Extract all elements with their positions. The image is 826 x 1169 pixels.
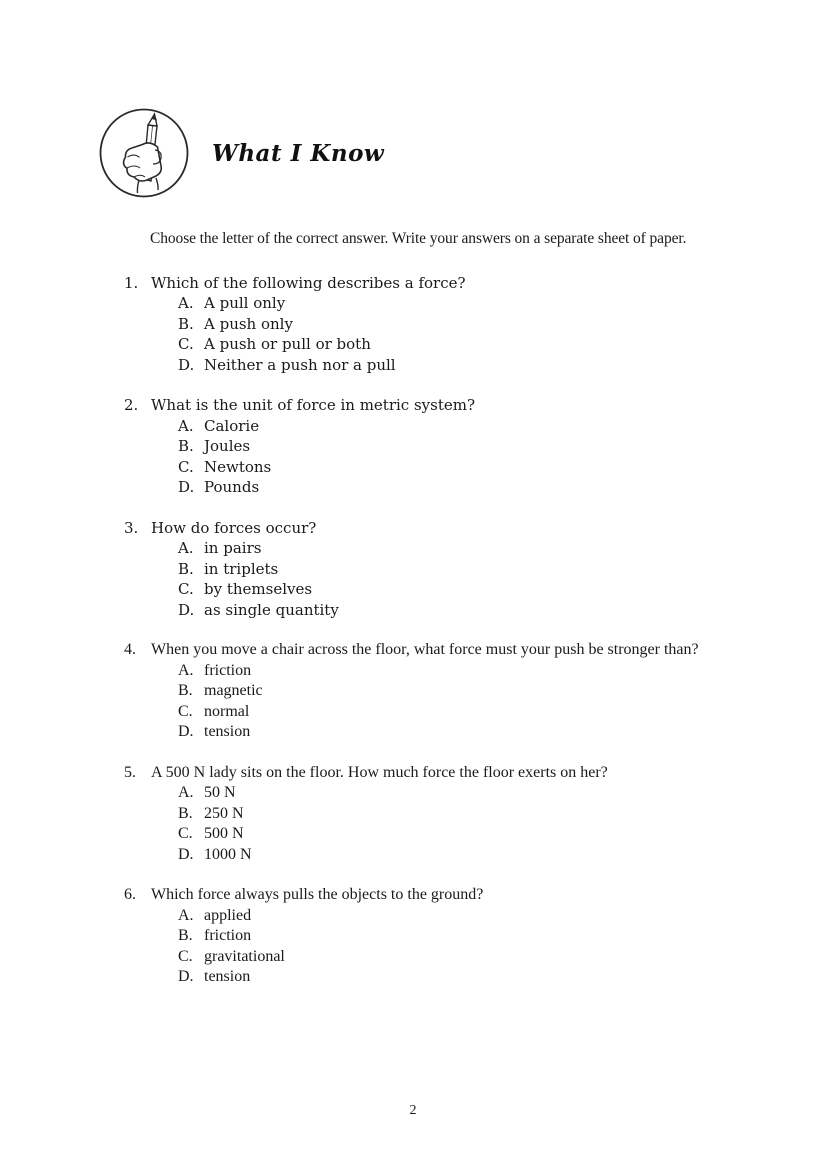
option-text: tension [204,723,251,740]
option-row [178,845,728,866]
question-options [124,293,728,375]
option-letter: C. [178,947,193,965]
question-item [124,763,728,866]
option-row [178,783,728,804]
option-row [178,579,728,600]
option-row [178,355,728,376]
question-item [124,395,728,498]
question-options [124,783,728,865]
question-number: 6. [124,886,136,903]
page-title: What I Know [212,139,385,167]
option-letter: D. [178,723,194,740]
option-letter: B. [178,682,193,699]
option-letter: B. [178,437,194,455]
question-options [124,906,728,988]
question-number: 3. [124,518,139,537]
question-text: When you move a chair across the floor, what force must your push be stronger than? [151,641,699,658]
option-letter: C. [178,335,194,353]
question-line [124,518,728,539]
question-line [124,885,728,906]
option-text: Calorie [204,416,260,435]
option-letter: D. [178,600,195,619]
question-item [124,518,728,621]
option-row [178,804,728,825]
page-number: 2 [409,1103,417,1118]
option-text: in triplets [204,559,279,578]
option-row [178,681,728,702]
option-row [178,906,728,927]
option-text: 250 N [204,804,244,822]
option-row [178,559,728,580]
question-text: How do forces occur? [151,518,317,537]
question-line [124,640,728,661]
question-options [124,538,728,620]
option-row [178,436,728,457]
option-letter: A. [178,661,194,679]
option-letter: A. [178,784,194,801]
option-text: tension [204,968,251,985]
option-text: 50 N [204,784,236,801]
option-row [178,824,728,845]
option-text: 1000 N [204,845,252,863]
question-text: Which of the following describes a force? [151,273,466,292]
question-item [124,273,728,376]
question-line [124,395,728,416]
option-text: A push only [204,314,293,333]
question-options [124,661,728,743]
option-letter: C. [178,825,193,842]
option-letter: C. [178,580,194,598]
option-row [178,722,728,743]
option-text: normal [204,702,250,720]
instructions-text: Choose the letter of the correct answer. Write your answers on a separate sheet of paper. [150,230,687,247]
question-number: 5. [124,763,136,781]
option-row [178,702,728,723]
section-header [98,107,728,199]
option-row [178,661,728,682]
page-content [98,107,728,1008]
option-letter: B. [178,804,193,822]
option-row [178,416,728,437]
option-letter: D. [178,355,195,374]
question-number: 1. [124,273,139,292]
question-line [124,273,728,294]
question-number: 2. [124,396,139,414]
option-text: magnetic [204,682,263,699]
option-text: Pounds [204,478,260,496]
option-letter: B. [178,559,194,578]
option-text: by themselves [204,580,313,598]
option-row [178,457,728,478]
option-text: A push or pull or both [204,335,371,353]
option-letter: B. [178,927,193,944]
option-row [178,538,728,559]
hand-holding-pencil-icon [98,107,190,199]
option-letter: D. [178,845,194,863]
option-text: gravitational [204,947,285,965]
option-letter: D. [178,968,194,985]
option-text: Joules [204,437,251,455]
option-text: applied [204,906,252,924]
option-letter: A. [178,539,194,557]
option-letter: B. [178,314,194,333]
question-options [124,416,728,498]
option-text: Neither a push nor a pull [204,355,396,374]
option-text: A pull only [204,294,286,312]
option-row [178,477,728,498]
option-text: Newtons [204,457,272,476]
option-letter: A. [178,416,194,435]
option-letter: A. [178,906,194,924]
option-row [178,293,728,314]
question-item [124,885,728,988]
option-row [178,926,728,947]
option-letter: D. [178,478,195,496]
option-text: as single quantity [204,600,339,619]
option-text: 500 N [204,825,244,842]
question-text: A 500 N lady sits on the floor. How much force the floor exerts on her? [151,763,608,781]
option-row [178,967,728,988]
option-row [178,334,728,355]
option-row [178,947,728,968]
option-letter: A. [178,294,194,312]
option-row [178,600,728,621]
option-text: friction [204,661,252,679]
option-text: friction [204,927,252,944]
option-letter: C. [178,702,193,720]
question-line [124,763,728,784]
option-row [178,314,728,335]
question-text: Which force always pulls the objects to the ground? [151,886,484,903]
questions-list [98,273,728,988]
question-number: 4. [124,641,136,658]
question-item [124,640,728,743]
option-text: in pairs [204,539,262,557]
question-text: What is the unit of force in metric system? [151,396,476,414]
option-letter: C. [178,457,194,476]
